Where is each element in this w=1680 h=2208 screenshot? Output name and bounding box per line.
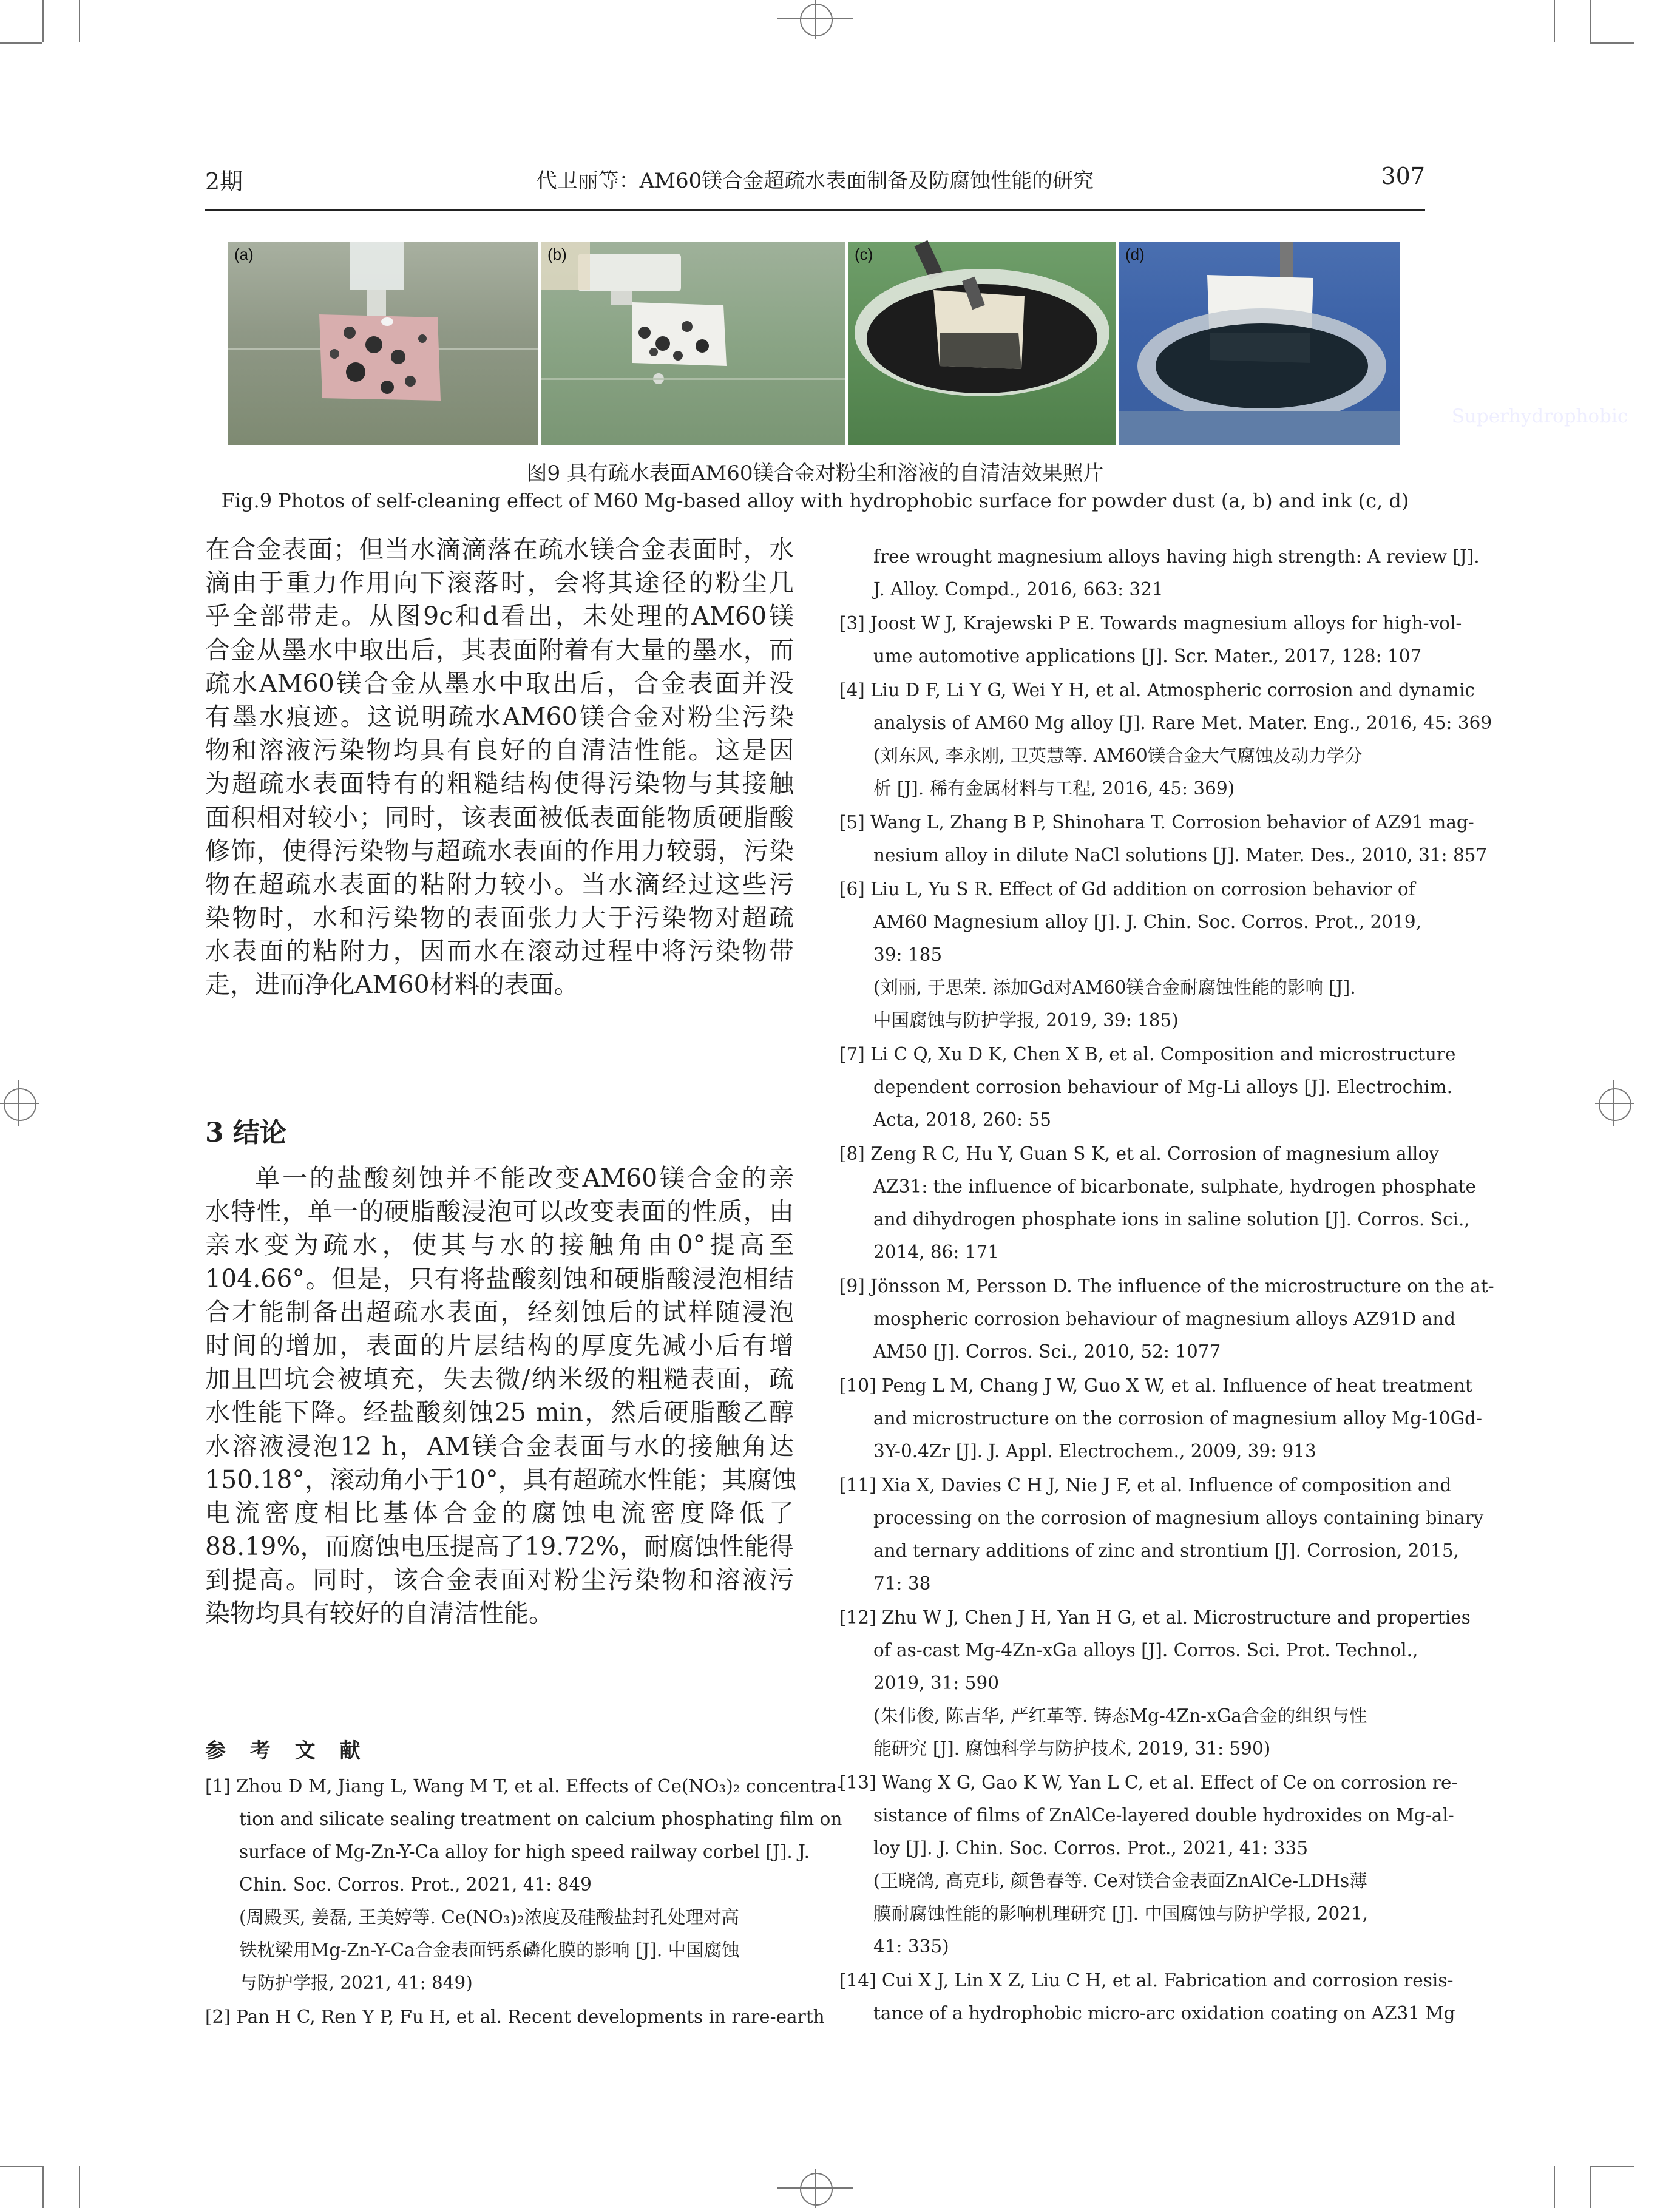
text-line: 为超疏水表面特有的粗糙结构使得污染物与其接触 [205,769,794,799]
reference-line: [10] Peng L M, Chang J W, Guo X W, et al. Influence of heat treatment [839,1375,1472,1396]
reference-line: [9] Jönsson M, Persson D. The influence of the microstructure on the at- [839,1276,1494,1296]
photo-panel-c [848,242,1116,445]
reference-item [839,1766,1457,1963]
reference-item [839,1038,1456,1136]
reference-line: [13] Wang X G, Gao K W, Yan L C, et al. Effect of Ce on corrosion re- [839,1772,1458,1793]
text-line: 疏水AM60镁合金从墨水中取出后，合金表面并没 [205,668,794,698]
text-line: 水性能下降。经盐酸刻蚀25 min，然后硬脂酸乙醇 [205,1398,794,1427]
reference-line: (刘东风, 李永刚, 卫英慧等. AM60镁合金大气腐蚀及动力学分 [873,745,1363,766]
running-header [205,163,1425,205]
reference-line: free wrought magnesium alloys having high strength: A review [J]. [873,546,1480,567]
reference-line: [5] Wang L, Zhang B P, Shinohara T. Corrosion behavior of AZ91 mag- [839,812,1474,833]
photo-panel-d [1119,242,1628,445]
text-line: 染物时，水和污染物的表面张力大于污染物对超疏 [205,903,794,933]
reference-line: and dihydrogen phosphate ions in saline solution [J]. Corros. Sci., [873,1209,1470,1230]
reference-line: (朱伟俊, 陈吉华, 严红革等. 铸态Mg-4Zn-xGa合金的组织与性 [873,1705,1367,1726]
reference-line: 41: 335) [873,1936,949,1957]
reference-line: [3] Joost W J, Krajewski P E. Towards magnesium alloys for high-vol- [839,613,1462,634]
reference-line: 析 [J]. 稀有金属材料与工程, 2016, 45: 369) [873,778,1235,799]
text-line: 走，进而净化AM60材料的表面。 [205,970,579,1000]
reference-line: dependent corrosion behaviour of Mg-Li alloys [J]. Electrochim. [873,1077,1452,1097]
text-line: 染物均具有较好的自清洁性能。 [205,1599,554,1628]
reference-line: [7] Li C Q, Xu D K, Chen X B, et al. Composition and microstructure [839,1044,1456,1065]
text-line: 修饰，使得污染物与超疏水表面的作用力较弱，污染 [205,836,794,865]
panel-caption-d: Superhydrophobic [1451,405,1628,427]
reference-line: [8] Zeng R C, Hu Y, Guan S K, et al. Corrosion of magnesium alloy [839,1143,1439,1164]
photo-panel-a [228,242,538,445]
reference-line: [14] Cui X J, Lin X Z, Liu C H, et al. Fabrication and corrosion resis- [839,1970,1454,1991]
reference-line: [11] Xia X, Davies C H J, Nie J F, et al. Influence of composition and [839,1475,1452,1495]
reference-line: processing on the corrosion of magnesium alloys containing binary [873,1508,1484,1528]
reference-line: 39: 185 [873,944,943,965]
text-line: 时间的增加，表面的片层结构的厚度先减小后有增 [205,1330,794,1360]
text-line: 水表面的粘附力，因而水在滚动过程中将污染物带 [205,936,794,966]
reference-item [839,806,1487,872]
text-line: 单一的盐酸刻蚀并不能改变AM60镁合金的亲 [255,1163,794,1193]
text-line: 合才能制备出超疏水表面，经刻蚀后的试样随浸泡 [205,1297,794,1327]
panel-label-d: (d) [1125,245,1145,263]
reference-line: Chin. Soc. Corros. Prot., 2021, 41: 849 [239,1874,592,1895]
reference-line: 3Y-0.4Zr [J]. J. Appl. Electrochem., 2009, 39: 913 [873,1441,1316,1461]
issue-number: 2期 [205,168,243,195]
reference-line: of as-cast Mg-4Zn-xGa alloys [J]. Corros. Sci. Prot. Technol., [873,1640,1418,1661]
text-line: 150.18°，滚动角小于10°，具有超疏水性能；其腐蚀 [205,1465,797,1494]
reference-line: AM50 [J]. Corros. Sci., 2010, 52: 1077 [873,1341,1221,1362]
photo-d-illustration [1119,242,1400,445]
text-line: 滴由于重力作用向下滚落时，会将其途径的粉尘几 [205,568,794,598]
reference-line: surface of Mg-Zn-Y-Ca alloy for high speed railway corbel [J]. J. [239,1841,810,1862]
text-line: 面积相对较小；同时，该表面被低表面能物质硬脂酸 [205,802,794,832]
photo-panel-b [541,242,845,445]
reference-item [205,2000,825,2033]
text-line: 在合金表面；但当水滴滴落在疏水镁合金表面时，水 [205,535,794,564]
reference-line: 2019, 31: 590 [873,1673,999,1693]
panel-label-a: (a) [234,245,254,263]
reference-line: [2] Pan H C, Ren Y P, Fu H, et al. Recent developments in rare-earth [205,2007,825,2027]
reference-line: [6] Liu L, Yu S R. Effect of Gd addition on corrosion behavior of [839,879,1415,899]
reference-line: 71: 38 [873,1573,931,1594]
reference-item [839,1469,1483,1600]
reference-item [839,540,1480,606]
figure-9 [228,242,1628,445]
reference-line: 铁枕梁用Mg-Zn-Y-Ca合金表面钙系磷化膜的影响 [J]. 中国腐蚀 [239,1940,740,1960]
reference-item [839,1964,1455,2030]
reference-line: AZ31: the influence of bicarbonate, sulphate, hydrogen phosphate [873,1176,1476,1197]
page-number: 307 [1381,163,1425,189]
reference-line: and ternary additions of zinc and strontium [J]. Corrosion, 2015, [873,1540,1460,1561]
reference-line: tance of a hydrophobic micro-arc oxidation coating on AZ31 Mg [873,2003,1455,2023]
reference-line: 膜耐腐蚀性能的影响机理研究 [J]. 中国腐蚀与防护学报, 2021, [873,1903,1369,1924]
text-line: 水特性，单一的硬脂酸浸泡可以改变表面的性质，由 [205,1197,794,1227]
text-line: 104.66°。但是，只有将盐酸刻蚀和硬脂酸浸泡相结 [205,1264,794,1293]
reference-item [839,873,1421,1037]
reference-line: nesium alloy in dilute NaCl solutions [J]. Mater. Des., 2010, 31: 857 [873,845,1488,865]
reference-line: 能研究 [J]. 腐蚀科学与防护技术, 2019, 31: 590) [873,1738,1271,1759]
reference-line: (王晓鸽, 高克玮, 颜鲁春等. Ce对镁合金表面ZnAlCe-LDHs薄 [873,1871,1367,1891]
reference-item [839,1369,1482,1468]
text-line: 88.19%，而腐蚀电压提高了19.72%，耐腐蚀性能得 [205,1532,794,1562]
photo-a-illustration [228,242,538,445]
reference-line: 与防护学报, 2021, 41: 849) [239,1973,473,1993]
references-title: 参 考 文 献 [205,1739,369,1763]
text-line: 电流密度相比基体合金的腐蚀电流密度降低了 [205,1498,794,1528]
reference-item [839,674,1492,805]
reference-line: [4] Liu D F, Li Y G, Wei Y H, et al. Atmospheric corrosion and dynamic [839,680,1475,700]
reference-line: [1] Zhou D M, Jiang L, Wang M T, et al. Effects of Ce(NO₃)₂ concentra- [205,1776,843,1797]
running-title: 代卫丽等：AM60镁合金超疏水表面制备及防腐蚀性能的研究 [536,169,1094,193]
text-line: 物和溶液污染物均具有良好的自清洁性能。这是因 [205,736,794,765]
text-line: 合金从墨水中取出后，其表面附着有大量的墨水，而 [205,635,794,665]
text-line: 乎全部带走。从图9c和d看出，未处理的AM60镁 [205,601,794,631]
reference-line: Acta, 2018, 260: 55 [873,1109,1052,1130]
reference-line: [12] Zhu W J, Chen J H, Yan H G, et al. Microstructure and properties [839,1607,1471,1628]
reference-line: 2014, 86: 171 [873,1242,999,1262]
text-line: 到提高。同时，该合金表面对粉尘污染物和溶液污 [205,1565,794,1595]
text-line: 亲水变为疏水，使其与水的接触角由0°提高至 [205,1230,794,1260]
reference-line: (刘丽, 于思荣. 添加Gd对AM60镁合金耐腐蚀性能的影响 [J]. [873,977,1356,998]
reference-line: sistance of films of ZnAlCe-layered double hydroxides on Mg-al- [873,1805,1454,1826]
reference-item [839,1601,1471,1765]
reference-line: ume automotive applications [J]. Scr. Mater., 2017, 128: 107 [873,646,1422,666]
text-line: 有墨水痕迹。这说明疏水AM60镁合金对粉尘污染 [205,702,794,731]
figure-caption-cn: 图9 具有疏水表面AM60镁合金对粉尘和溶液的自清洁效果照片 [526,461,1104,486]
reference-item [205,1770,843,1999]
reference-line: and microstructure on the corrosion of magnesium alloy Mg-10Gd- [873,1408,1482,1429]
photo-c-illustration [848,242,1116,445]
reference-line: AM60 Magnesium alloy [J]. J. Chin. Soc. Corros. Prot., 2019, [873,912,1421,932]
text-line: 加且凹坑会被填充，失去微/纳米级的粗糙表面，疏 [205,1364,794,1394]
reference-line: analysis of AM60 Mg alloy [J]. Rare Met. Mater. Eng., 2016, 45: 369 [873,713,1492,733]
text-line: 物在超疏水表面的粘附力较小。当水滴经过这些污 [205,869,794,899]
text-line: 水溶液浸泡12 h，AM镁合金表面与水的接触角达 [205,1431,794,1461]
panel-label-b: (b) [547,245,567,263]
reference-item [839,1270,1494,1368]
panel-label-c: (c) [855,245,873,263]
reference-line: loy [J]. J. Chin. Soc. Corros. Prot., 2021, 41: 335 [873,1838,1309,1858]
reference-line: J. Alloy. Compd., 2016, 663: 321 [873,579,1163,600]
reference-line: tion and silicate sealing treatment on calcium phosphating film on [239,1809,842,1829]
header-rule [205,209,1425,211]
reference-line: 中国腐蚀与防护学报, 2019, 39: 185) [873,1010,1179,1031]
reference-item [839,607,1462,672]
photo-b-illustration [541,242,845,445]
body-paragraph [205,533,794,1002]
figure-caption-en: Fig.9 Photos of self-cleaning effect of M60 Mg-based alloy with hydrophobic surface for powder dust (a, b) and ink (c, d) [221,489,1409,512]
reference-item [839,1137,1476,1268]
conclusion-paragraph [205,1162,797,1631]
section-title: 3 结论 [205,1117,286,1148]
reference-line: mospheric corrosion behaviour of magnesium alloys AZ91D and [873,1309,1455,1329]
reference-line: (周殿买, 姜磊, 王美婷等. Ce(NO₃)₂浓度及硅酸盐封孔处理对高 [239,1907,739,1928]
